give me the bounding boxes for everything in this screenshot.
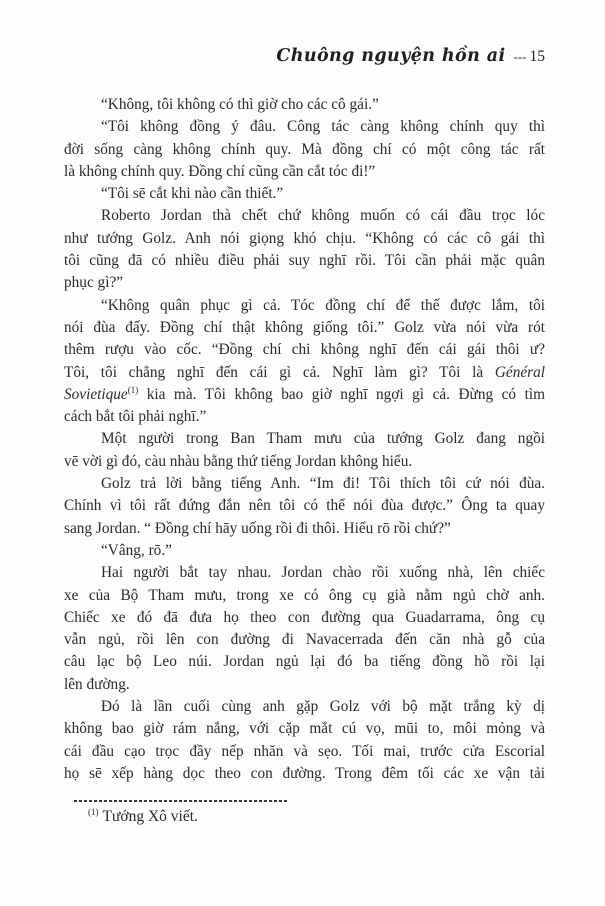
text-line: [64, 339, 545, 361]
text-line: [64, 741, 545, 763]
text-segment: Général: [494, 363, 545, 381]
text-line: [64, 718, 545, 740]
text-segment: họ sē xếp hàng dọc theo con đường. Trong đêm tối các xe vận tải: [64, 764, 545, 782]
text-line: [64, 295, 545, 317]
text-line: [64, 183, 545, 205]
text-segment: Chính vì tôi rất đứng đắn nên tôi có thể nói đùa được.” Ông ta quay: [64, 497, 545, 515]
text-segment: tôi cũng đā có nhiều điều phải suy nghī rồi. Tôi cần phải mặc quân: [64, 252, 545, 270]
text-line: [64, 651, 545, 673]
text-line: [64, 495, 545, 517]
text-segment: là không chính quy. Đồng chí cũng cần cắt tóc đi!”: [64, 162, 376, 180]
text-segment: câu lạc bộ Leo núi. Jordan ngủ lại đó ba tiếng đồng hồ rồi lại: [64, 653, 545, 671]
text-segment: Một người trong Ban Tham mưu của tướng Golz đang ngồi: [101, 430, 545, 448]
text-segment: cái đầu cạo trọc đầy nếp nhăn và sẹo. Tối mai, trước cửa Escorial: [64, 742, 545, 760]
text-segment: Hai người bắt tay nhau. Jordan chào rồi xuống nhà, lên chiếc: [101, 564, 545, 582]
text-segment: cách bắt tôi phải nghī.”: [64, 408, 207, 426]
footnote-text: Tướng Xô viết.: [102, 808, 198, 825]
footnote-marker: (1): [88, 806, 99, 817]
text-segment: sang Jordan. “ Đồng chí hāy uống rồi đi thôi. Hiểu rō rồi chứ?”: [64, 519, 451, 537]
text-line: [64, 205, 545, 227]
footnote-reference: (1): [127, 384, 139, 395]
text-line: [64, 384, 545, 406]
text-segment: Tôi, tôi chẳng nghī đến cái gì cả. Nghī làm gì? Tôi là: [64, 363, 495, 381]
text-segment: như tướng Golz. Anh nói giọng khó chịu. “Không có các cô gái thì: [64, 229, 545, 247]
text-segment: Roberto Jordan thà chết chứ không muốn có cái đầu trọc lóc: [101, 207, 545, 225]
text-segment: lên đường.: [64, 675, 130, 693]
text-segment: Sovietique: [64, 385, 128, 403]
text-segment: không bao giờ rám nắng, với cặp mắt cú vọ, mūi to, môi mỏng và: [64, 720, 545, 738]
text-line: [64, 139, 545, 161]
text-segment: vē vời gì đó, càu nhàu bằng thứ tiếng Jordan không hiểu.: [64, 452, 413, 470]
text-segment: đời sống càng không chính quy. Mà đồng chí có một công tác rất: [64, 140, 545, 158]
text-segment: Đó là lần cuối cùng anh gặp Golz với bộ mặt trắng kỳ dị: [101, 698, 545, 716]
body-text: [64, 94, 545, 785]
text-line: [64, 228, 545, 250]
text-segment: xe của Bộ Tham mưu, trong xe có ông cụ già nằm ngủ chờ anh.: [64, 586, 545, 604]
text-line: [64, 317, 545, 339]
text-segment: “Tôi không đồng ý đâu. Công tác càng không chính quy thì: [101, 118, 545, 136]
text-segment: phục gì?”: [64, 274, 124, 292]
text-line: [64, 428, 545, 450]
footnote-separator: [74, 800, 288, 802]
header-dashes: ---: [513, 49, 527, 64]
text-line: [64, 763, 545, 785]
text-line: [64, 629, 545, 651]
text-line: [64, 94, 545, 116]
text-line: [64, 674, 545, 696]
text-segment: nói đùa đấy. Đồng chí thật không giống tôi.” Golz vừa nói vừa rót: [64, 318, 545, 336]
text-line: [64, 607, 545, 629]
text-segment: Chiếc xe đó đā đưa họ theo con đường qua Guadarrama, ông cụ: [64, 608, 545, 626]
page-number: 15: [529, 48, 545, 65]
text-line: [64, 451, 545, 473]
text-line: [64, 696, 545, 718]
text-segment: “Tôi sē cắt khi nào cần thiết.”: [101, 185, 284, 203]
text-line: [64, 518, 545, 540]
text-line: [64, 585, 545, 607]
page-header: [64, 46, 545, 66]
text-segment: “Không quân phục gì cả. Tóc đồng chí để thế được lắm, tôi: [101, 296, 545, 314]
text-line: [64, 562, 545, 584]
text-line: [64, 116, 545, 138]
text-line: [64, 473, 545, 495]
text-line: [64, 406, 545, 428]
footnote: [64, 806, 545, 828]
book-title: Chuông nguyện hồn ai: [276, 46, 506, 66]
text-segment: kia mà. Tôi không bao giờ nghī ngợi gì cả. Đừng có tìm: [138, 385, 545, 403]
text-segment: thêm rượu vào cốc. “Đồng chí chi không nghī đến cái gái thôi ư?: [64, 341, 545, 359]
text-segment: “Không, tôi không có thì giờ cho các cô gái.”: [101, 96, 379, 113]
text-segment: vẫn ngủ, rồi lên con đường đi Navacerrada đến căn nhà gỗ của: [64, 631, 545, 649]
text-segment: “Vâng, rō.”: [101, 541, 172, 559]
text-line: [64, 540, 545, 562]
text-line: [64, 272, 545, 294]
text-segment: Golz trả lời bằng tiếng Anh. “Im đi! Tôi thích tôi cứ nói đùa.: [101, 475, 545, 493]
text-line: [64, 250, 545, 272]
text-line: [64, 362, 545, 384]
text-line: [64, 161, 545, 183]
